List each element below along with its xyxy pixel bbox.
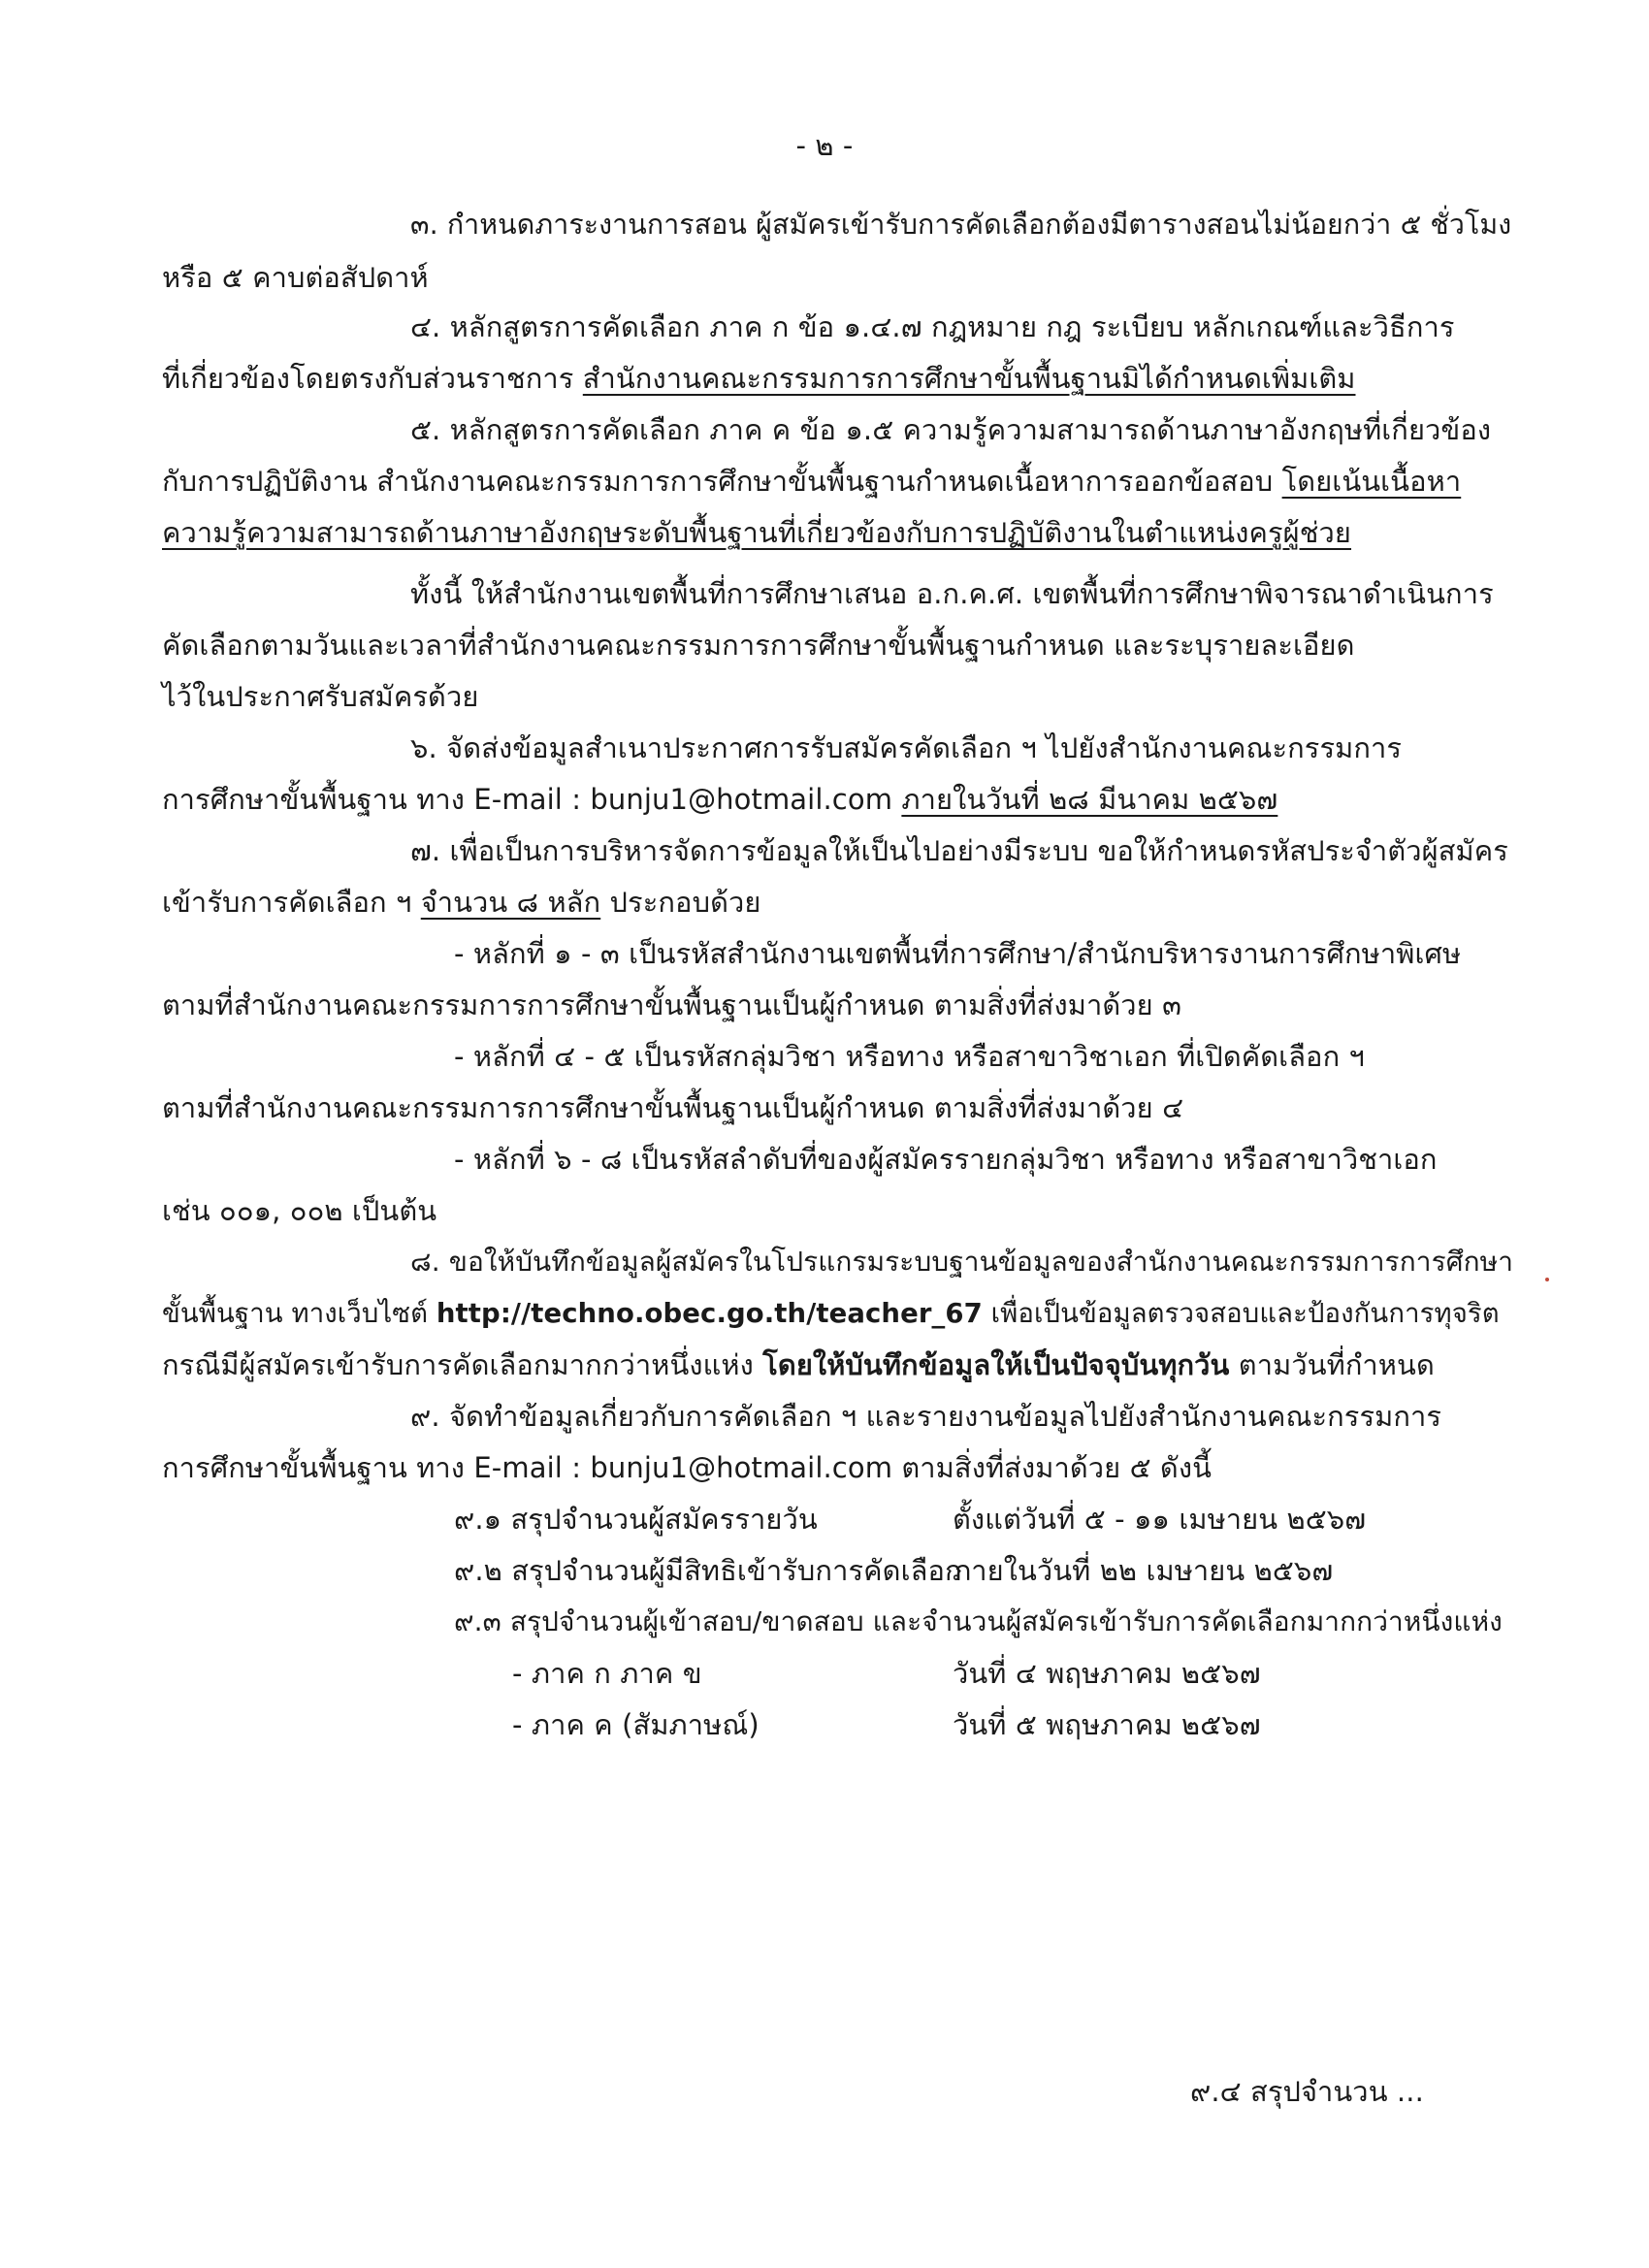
item7-digit1-line1: - หลักที่ ๑ - ๓ เป็นรหัสสำนักงานเขตพื้นที่การศึกษา/สำนักบริหารงานการศึกษาพิเศษ — [454, 937, 1462, 970]
note-line3: ไว้ในประกาศรับสมัครด้วย — [162, 680, 479, 713]
item9-3b-date: วันที่ ๕ พฤษภาคม ๒๕๖๗ — [953, 1708, 1261, 1741]
item4-line2 — [162, 359, 1356, 398]
item9-1-label: ๙.๑ สรุปจำนวนผู้สมัครรายวัน — [454, 1503, 818, 1536]
item7-line2-pre: เข้ารับการคัดเลือก ฯ — [162, 886, 421, 919]
item7-line2-post: ประกอบด้วย — [600, 886, 761, 919]
item8-bold-text: โดยให้บันทึกข้อมูลให้เป็นปัจจุบันทุกวัน — [762, 1348, 1230, 1381]
item9-line2: การศึกษาขั้นพื้นฐาน ทาง E-mail : bunju1@hotmail.com ตามสิ่งที่ส่งมาด้วย ๕ ดังนี้ — [162, 1451, 1212, 1484]
item7-digit-count: จำนวน ๘ หลัก — [420, 886, 601, 919]
continuation-marker: ๙.๔ สรุปจำนวน ... — [1190, 2075, 1424, 2108]
item8-line2-post: เพื่อเป็นข้อมูลตรวจสอบและป้องกันการทุจริต — [982, 1298, 1500, 1329]
item4-underlined-text: สำนักงานคณะกรรมการการศึกษาขั้นพื้นฐานมิได้กำหนดเพิ่มเติม — [582, 362, 1356, 395]
item7-digit1-line2: ตามที่สำนักงานคณะกรรมการการศึกษาขั้นพื้นฐานเป็นผู้กำหนด ตามสิ่งที่ส่งมาด้วย ๓ — [162, 988, 1181, 1021]
item7-line1: ๗. เพื่อเป็นการบริหารจัดการข้อมูลให้เป็นไปอย่างมีระบบ ขอให้กำหนดรหัสประจำตัวผู้สมัคร — [410, 834, 1508, 867]
item9-2-label: ๙.๒ สรุปจำนวนผู้มีสิทธิเข้ารับการคัดเลือก — [454, 1554, 962, 1587]
item9-1-date: ตั้งแต่วันที่ ๕ - ๑๑ เมษายน ๒๕๖๗ — [953, 1503, 1367, 1536]
item7-digit3-line1: - หลักที่ ๖ - ๘ เป็นรหัสลำดับที่ของผู้สมัครรายกลุ่มวิชา หรือทาง หรือสาขาวิชาเอก — [454, 1143, 1438, 1176]
item5-line2 — [162, 462, 1461, 501]
item5-line2-text: กับการปฏิบัติงาน สำนักงานคณะกรรมการการศึกษาขั้นพื้นฐานกำหนดเนื้อหาการออกข้อสอบ — [162, 465, 1282, 498]
item8-line1: ๘. ขอให้บันทึกข้อมูลผู้สมัครในโปรแกรมระบบฐานข้อมูลของสำนักงานคณะกรรมการการศึกษา — [410, 1246, 1514, 1278]
item6-line2 — [162, 780, 1277, 819]
item4-line1: ๔. หลักสูตรการคัดเลือก ภาค ก ข้อ ๑.๔.๗ กฎหมาย กฎ ระเบียบ หลักเกณฑ์และวิธีการ — [410, 310, 1455, 343]
item8-line3-post: ตามวันที่กำหนด — [1229, 1348, 1435, 1381]
item5-underlined-line3: ความรู้ความสามารถด้านภาษาอังกฤษระดับพื้นฐานที่เกี่ยวข้องกับการปฏิบัติงานในตำแหน่งครูผู้ช่วย — [162, 516, 1352, 549]
item5-line3 — [162, 513, 1351, 552]
item6-deadline: ภายในวันที่ ๒๘ มีนาคม ๒๕๖๗ — [901, 783, 1278, 816]
item5-underlined-text: โดยเน้นเนื้อหา — [1281, 465, 1462, 498]
note-line2: คัดเลือกตามวันและเวลาที่สำนักงานคณะกรรมการการศึกษาขั้นพื้นฐานกำหนด และระบุรายละเอียด — [162, 629, 1355, 662]
item6-line1: ๖. จัดส่งข้อมูลสำเนาประกาศการรับสมัครคัดเลือก ฯ ไปยังสำนักงานคณะกรรมการ — [410, 731, 1403, 764]
item8-line3-pre: กรณีมีผู้สมัครเข้ารับการคัดเลือกมากกว่าหนึ่งแห่ง — [162, 1348, 763, 1381]
item9-3a-date: วันที่ ๔ พฤษภาคม ๒๕๖๗ — [953, 1657, 1261, 1690]
item9-3-label: ๙.๓ สรุปจำนวนผู้เข้าสอบ/ขาดสอบ และจำนวนผู้สมัครเข้ารับการคัดเลือกมากกว่าหนึ่งแห่ง — [454, 1605, 1503, 1637]
item4-line2-text: ที่เกี่ยวข้องโดยตรงกับส่วนราชการ — [162, 362, 583, 395]
item9-line1: ๙. จัดทำข้อมูลเกี่ยวกับการคัดเลือก ฯ และรายงานข้อมูลไปยังสำนักงานคณะกรรมการ — [410, 1400, 1442, 1433]
item9-3a-label: - ภาค ก ภาค ข — [512, 1657, 702, 1690]
page-number: - ๒ - — [795, 129, 854, 162]
item3-line2: หรือ ๕ คาบต่อสัปดาห์ — [162, 261, 429, 294]
scan-speck — [1545, 1278, 1549, 1281]
item7-digit2-line1: - หลักที่ ๔ - ๕ เป็นรหัสกลุ่มวิชา หรือทาง หรือสาขาวิชาเอก ที่เปิดคัดเลือก ฯ — [454, 1040, 1365, 1073]
note-line1: ทั้งนี้ ให้สำนักงานเขตพื้นที่การศึกษาเสนอ อ.ก.ค.ศ. เขตพื้นที่การศึกษาพิจารณาดำเนินการ — [410, 577, 1494, 610]
item6-line2-text: การศึกษาขั้นพื้นฐาน ทาง E-mail : bunju1@hotmail.com — [162, 783, 902, 816]
item9-3b-label: - ภาค ค (สัมภาษณ์) — [512, 1708, 760, 1741]
item5-line1: ๕. หลักสูตรการคัดเลือก ภาค ค ข้อ ๑.๕ ความรู้ความสามารถด้านภาษาอังกฤษที่เกี่ยวข้อง — [410, 413, 1492, 446]
item7-digit3-line2: เช่น ๐๐๑, ๐๐๒ เป็นต้น — [162, 1194, 437, 1227]
item8-line2 — [162, 1294, 1500, 1333]
item7-digit2-line2: ตามที่สำนักงานคณะกรรมการการศึกษาขั้นพื้นฐานเป็นผู้กำหนด ตามสิ่งที่ส่งมาด้วย ๔ — [162, 1091, 1184, 1124]
item3-line1: ๓. กำหนดภาระงานการสอน ผู้สมัครเข้ารับการคัดเลือกต้องมีตารางสอนไม่น้อยกว่า ๕ ชั่วโมง — [410, 209, 1512, 241]
item8-line2-pre: ขั้นพื้นฐาน ทางเว็บไซต์ — [162, 1298, 436, 1329]
item8-website-link[interactable]: http://techno.obec.go.th/teacher_67 — [436, 1298, 983, 1329]
item9-2-date: ภายในวันที่ ๒๒ เมษายน ๒๕๖๗ — [953, 1554, 1334, 1587]
item7-line2 — [162, 883, 761, 922]
item8-line3 — [162, 1345, 1435, 1384]
